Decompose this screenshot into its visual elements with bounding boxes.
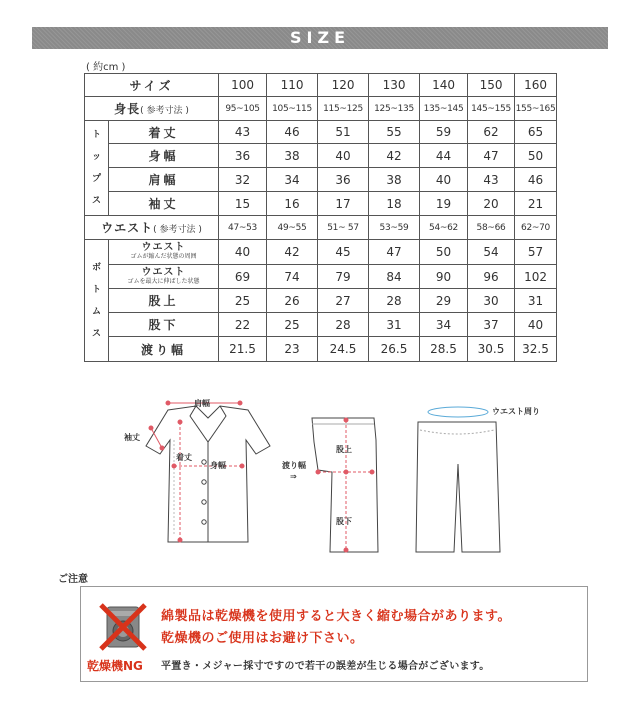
value-cell: 62	[468, 121, 515, 144]
value-cell: 40	[420, 168, 468, 192]
height-row	[85, 97, 557, 121]
size-banner: SIZE	[32, 27, 608, 49]
value-cell: 21.5	[219, 337, 267, 362]
shirt-illustration	[146, 406, 270, 542]
shirt-markers	[149, 401, 244, 542]
thigh-arrow: ⇒	[290, 472, 297, 481]
value-cell: 69	[219, 265, 267, 289]
value-cell: 40	[318, 144, 369, 168]
value-cell: 46	[515, 168, 557, 192]
size-cell: 130	[369, 74, 420, 97]
pants-front-illustration	[416, 422, 500, 552]
rise-label: 股上	[336, 445, 352, 454]
value-cell: 40	[219, 240, 267, 265]
warning-text-1: 綿製品は乾燥機を使用すると大きく縮む場合があります。	[161, 609, 511, 624]
value-cell: 31	[515, 289, 557, 313]
measurement-note: 平置き・メジャー採寸ですので若干の誤差が生じる場合がございます。	[161, 661, 490, 672]
value-cell: 43	[219, 121, 267, 144]
value-cell: 90	[420, 265, 468, 289]
row-label: 股下	[109, 313, 219, 337]
value-cell: 38	[369, 168, 420, 192]
warning-text-2: 乾燥機のご使用はお避け下さい。	[161, 631, 364, 646]
measurement-diagram	[118, 392, 568, 562]
size-cell: 160	[515, 74, 557, 97]
value-cell: 59	[420, 121, 468, 144]
row-label: 肩幅	[109, 168, 219, 192]
value-cell: 74	[267, 265, 318, 289]
value-cell: 42	[369, 144, 420, 168]
tops-group-label: ト ッ プ ス	[85, 121, 109, 216]
value-cell: 79	[318, 265, 369, 289]
waist-around-ring	[428, 407, 488, 417]
pants-side-markers	[316, 418, 374, 552]
value-cell: 28.5	[420, 337, 468, 362]
shoulder-label: 肩幅	[194, 399, 210, 408]
height-cell: 95~105	[219, 97, 267, 121]
value-cell: 54	[468, 240, 515, 265]
waist-around-label: ウエスト周り	[492, 407, 540, 416]
no-dryer-label: 乾燥機NG	[87, 659, 143, 673]
row-label: ウエスト ゴムが縮んだ状態の周囲	[109, 240, 219, 265]
value-cell: 26.5	[369, 337, 420, 362]
size-cell: 150	[468, 74, 515, 97]
bottoms-group-label: ボ ト ム ス	[85, 240, 109, 362]
value-cell: 46	[267, 121, 318, 144]
value-cell: 51	[318, 121, 369, 144]
value-cell: 19	[420, 192, 468, 216]
waist-cell: 49~55	[267, 216, 318, 240]
size-table	[84, 73, 557, 362]
value-cell: 34	[420, 313, 468, 337]
value-cell: 44	[420, 144, 468, 168]
value-cell: 43	[468, 168, 515, 192]
row-label: 着丈	[109, 121, 219, 144]
row-label: 袖丈	[109, 192, 219, 216]
value-cell: 37	[468, 313, 515, 337]
value-cell: 25	[267, 313, 318, 337]
width-label: 身幅	[210, 461, 226, 470]
value-cell: 15	[219, 192, 267, 216]
value-cell: 50	[420, 240, 468, 265]
height-cell: 135~145	[420, 97, 468, 121]
size-header: サイズ	[85, 74, 219, 97]
value-cell: 28	[318, 313, 369, 337]
notice-title: ご注意	[58, 574, 88, 585]
value-cell: 17	[318, 192, 369, 216]
value-cell: 21	[515, 192, 557, 216]
bottoms-row-waist-relaxed	[85, 240, 557, 265]
row-label: 身幅	[109, 144, 219, 168]
unit-label: ( 約cm )	[86, 62, 126, 73]
value-cell: 45	[318, 240, 369, 265]
waist-cell: 58~66	[468, 216, 515, 240]
value-cell: 30.5	[468, 337, 515, 362]
bottoms-row-thigh	[85, 337, 557, 362]
value-cell: 36	[219, 144, 267, 168]
tops-row-width	[85, 144, 557, 168]
value-cell: 55	[369, 121, 420, 144]
bottoms-row-inseam	[85, 313, 557, 337]
tops-row-sleeve	[85, 192, 557, 216]
notice-box	[80, 586, 588, 682]
tops-row-shoulder	[85, 168, 557, 192]
value-cell: 40	[515, 313, 557, 337]
value-cell: 27	[318, 289, 369, 313]
value-cell: 22	[219, 313, 267, 337]
pants-side-illustration	[312, 418, 378, 552]
value-cell: 47	[369, 240, 420, 265]
length-label: 着丈	[176, 453, 192, 462]
waist-header: ウエスト( 参考寸法 )	[85, 216, 219, 240]
value-cell: 26	[267, 289, 318, 313]
value-cell: 36	[318, 168, 369, 192]
value-cell: 20	[468, 192, 515, 216]
bottoms-row-waist-stretched	[85, 265, 557, 289]
waist-row	[85, 216, 557, 240]
value-cell: 18	[369, 192, 420, 216]
height-cell: 125~135	[369, 97, 420, 121]
row-label: 股上	[109, 289, 219, 313]
value-cell: 47	[468, 144, 515, 168]
waist-cell: 47~53	[219, 216, 267, 240]
size-cell: 110	[267, 74, 318, 97]
value-cell: 102	[515, 265, 557, 289]
value-cell: 32.5	[515, 337, 557, 362]
value-cell: 23	[267, 337, 318, 362]
value-cell: 42	[267, 240, 318, 265]
value-cell: 65	[515, 121, 557, 144]
value-cell: 24.5	[318, 337, 369, 362]
size-cell: 100	[219, 74, 267, 97]
no-dryer-icon	[95, 599, 151, 655]
value-cell: 34	[267, 168, 318, 192]
value-cell: 84	[369, 265, 420, 289]
value-cell: 38	[267, 144, 318, 168]
waist-cell: 53~59	[369, 216, 420, 240]
height-cell: 115~125	[318, 97, 369, 121]
height-cell: 145~155	[468, 97, 515, 121]
waist-cell: 62~70	[515, 216, 557, 240]
value-cell: 50	[515, 144, 557, 168]
value-cell: 96	[468, 265, 515, 289]
size-row	[85, 74, 557, 97]
value-cell: 16	[267, 192, 318, 216]
value-cell: 30	[468, 289, 515, 313]
height-cell: 155~165	[515, 97, 557, 121]
value-cell: 28	[369, 289, 420, 313]
tops-row-length	[85, 121, 557, 144]
waist-cell: 51~ 57	[318, 216, 369, 240]
value-cell: 29	[420, 289, 468, 313]
sleeve-label: 袖丈	[124, 433, 140, 442]
height-cell: 105~115	[267, 97, 318, 121]
bottoms-row-rise	[85, 289, 557, 313]
value-cell: 32	[219, 168, 267, 192]
row-label: 渡り幅	[109, 337, 219, 362]
value-cell: 31	[369, 313, 420, 337]
size-cell: 140	[420, 74, 468, 97]
value-cell: 25	[219, 289, 267, 313]
value-cell: 57	[515, 240, 557, 265]
height-header: 身長( 参考寸法 )	[85, 97, 219, 121]
size-cell: 120	[318, 74, 369, 97]
row-label: ウエスト ゴムを最大に伸ばした状態	[109, 265, 219, 289]
inseam-label: 股下	[336, 517, 352, 526]
thigh-label: 渡り幅	[282, 461, 306, 470]
waist-cell: 54~62	[420, 216, 468, 240]
